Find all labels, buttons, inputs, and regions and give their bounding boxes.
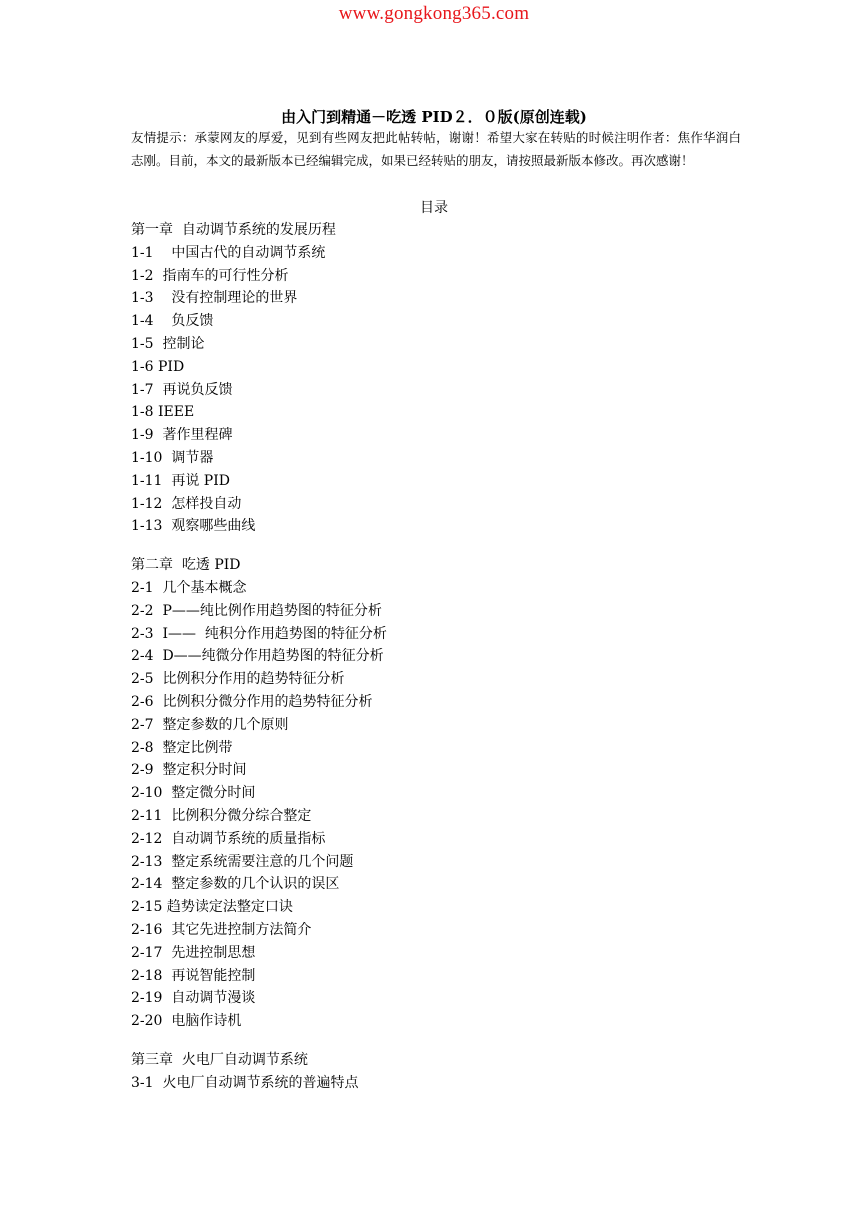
toc-item: 2-20 电脑作诗机 (131, 1013, 242, 1030)
intro-paragraph: 友情提示：承蒙网友的厚爱，见到有些网友把此帖转帖，谢谢！希望大家在转贴的时候注明作者：焦作华润白志刚。目前，本文的最新版本已经编辑完成，如果已经转贴的朋友，请按照最新版本修改。再次感谢！ (131, 130, 741, 168)
toc-item: 1-13 观察哪些曲线 (131, 518, 256, 535)
toc-item: 1-6 PID (131, 358, 185, 375)
chapter-spacer (131, 1033, 751, 1049)
toc-item: 1-10 调节器 (131, 449, 214, 466)
toc-item: 1-12 怎样投自动 (131, 495, 242, 512)
document-title: 由入门到精通－吃透 PID２．０版(原创连载) (281, 108, 587, 126)
toc-item: 2-14 整定参数的几个认识的误区 (131, 876, 340, 893)
toc-item: 2-4 D——纯微分作用趋势图的特征分析 (131, 648, 384, 665)
chapter-title: 第一章 自动调节系统的发展历程 (131, 222, 336, 238)
toc-item: 2-13 整定系统需要注意的几个问题 (131, 853, 354, 870)
toc-item: 2-8 整定比例带 (131, 739, 233, 756)
toc-heading: 目录 (420, 200, 448, 216)
toc-item: 1-1 中国古代的自动调节系统 (131, 244, 326, 261)
toc-item: 2-5 比例积分作用的趋势特征分析 (131, 671, 345, 688)
toc-item: 2-6 比例积分微分作用的趋势特征分析 (131, 693, 373, 710)
toc-item: 1-2 指南车的可行性分析 (131, 267, 289, 284)
toc-item: 2-1 几个基本概念 (131, 579, 247, 596)
chapter-title: 第二章 吃透 PID (131, 557, 241, 574)
toc-item: 2-19 自动调节漫谈 (131, 990, 256, 1007)
toc-item: 1-3 没有控制理论的世界 (131, 290, 298, 307)
toc-item: 2-3 I—— 纯积分作用趋势图的特征分析 (131, 625, 387, 642)
toc-item: 1-5 控制论 (131, 335, 205, 352)
toc-item: 2-11 比例积分微分综合整定 (131, 807, 312, 824)
toc-item: 2-7 整定参数的几个原则 (131, 716, 289, 733)
chapter-spacer (131, 538, 751, 554)
toc-item: 3-1 火电厂自动调节系统的普遍特点 (131, 1074, 359, 1091)
toc-item: 1-9 著作里程碑 (131, 427, 233, 444)
toc-item: 2-15 趋势读定法整定口诀 (131, 899, 293, 916)
toc-item: 2-16 其它先进控制方法简介 (131, 921, 312, 938)
toc-item: 2-10 整定微分时间 (131, 785, 256, 802)
table-of-contents (131, 219, 751, 1094)
watermark-url[interactable]: www.gongkong365.com (338, 3, 530, 24)
toc-item: 1-7 再说负反馈 (131, 381, 233, 398)
toc-item: 1-8 IEEE (131, 404, 195, 421)
toc-item: 2-2 P——纯比例作用趋势图的特征分析 (131, 602, 382, 619)
toc-item: 1-4 负反馈 (131, 313, 214, 330)
toc-item: 1-11 再说 PID (131, 472, 230, 489)
toc-item: 2-17 先进控制思想 (131, 944, 256, 961)
toc-item: 2-9 整定积分时间 (131, 762, 247, 779)
chapter-title: 第三章 火电厂自动调节系统 (131, 1051, 308, 1068)
toc-item: 2-18 再说智能控制 (131, 967, 256, 984)
toc-item: 2-12 自动调节系统的质量指标 (131, 830, 326, 847)
